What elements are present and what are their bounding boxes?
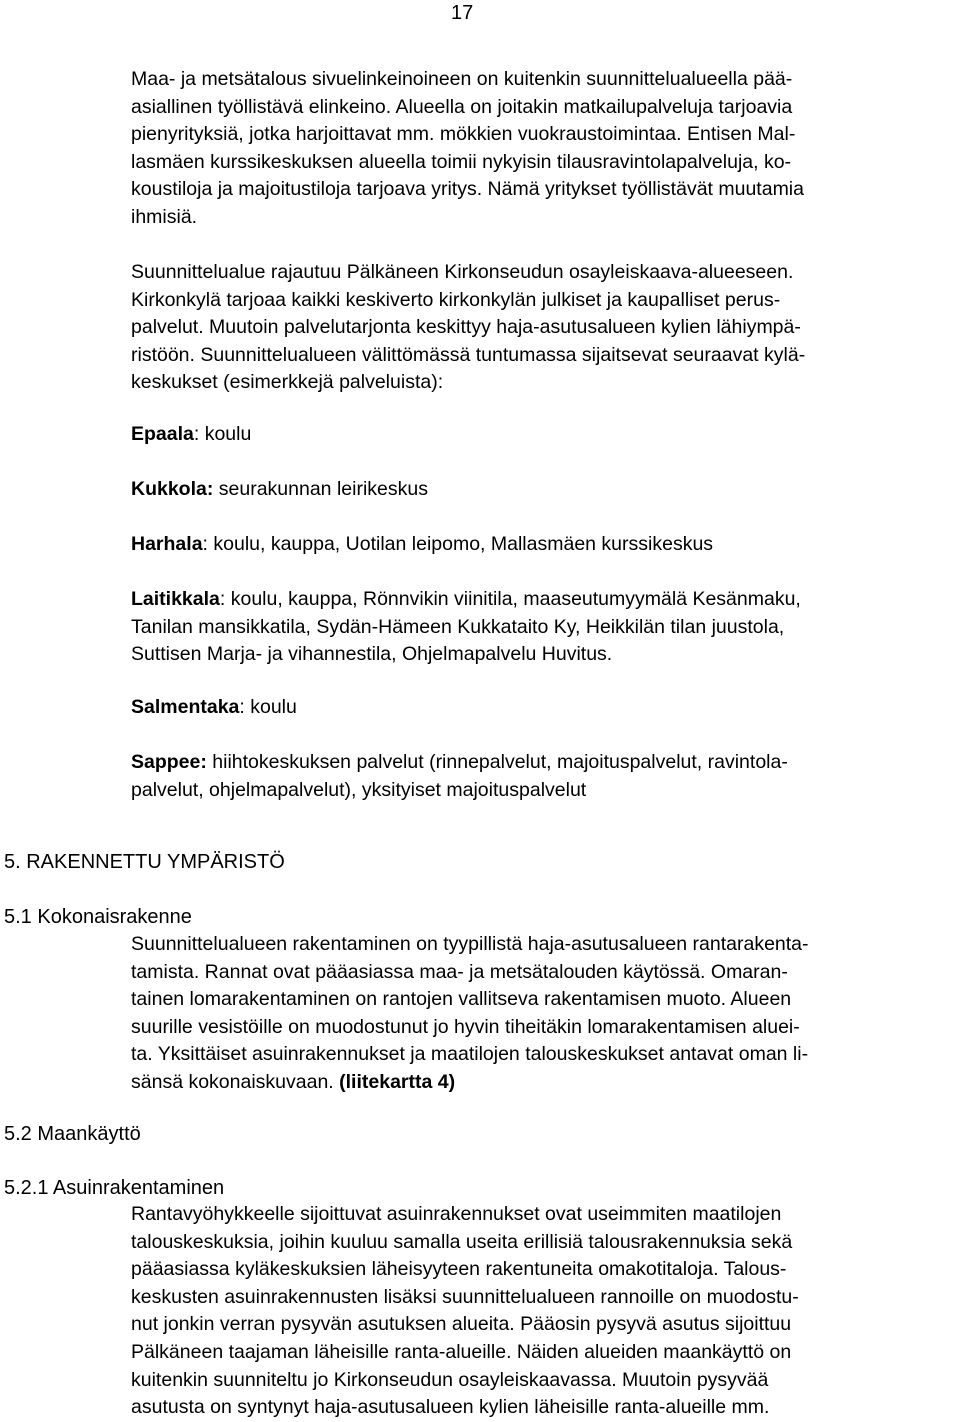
text-line: lasmäen kurssikeskuksen alueella toimii nykyisin tilausravintolapalveluja, ko- [131,150,792,173]
subsection-heading: 5.2.1 Asuinrakentaminen [4,1177,225,1199]
subsection-heading: 5.1 Kokonaisrakenne [4,906,192,928]
section-heading: 5. RAKENNETTU YMPÄRISTÖ [4,851,285,873]
village-name: Salmentaka [131,696,240,718]
text-line: ristöön. Suunnittelualueen välittömässä tuntumassa sijaitsevat seuraavat kylä- [131,343,806,366]
village-sappee [131,749,951,804]
text-line: suurille vesistöille on muodostunut jo hyvin tiheitäkin lomarakentamisen aluei- [131,1015,800,1038]
text-line: nut jonkin verran pysyvän asutuksen alueita. Pääosin pysyvä asutus sijoittuu [131,1313,792,1336]
text-line: tamista. Rannat ovat pääasiassa maa- ja metsätalouden käytössä. Omaran- [131,960,788,983]
village-services: seurakunnan leirikeskus [213,478,428,500]
map-reference: (liitekartta 4) [339,1070,456,1093]
village-harhala [131,531,951,559]
village-name: Kukkola: [131,478,214,500]
village-name: Harhala [131,533,203,555]
services-paragraph [131,259,951,397]
text-line: Rantavyöhykkeelle sijoittuvat asuinrakennukset ovat useimmiten maatilojen [131,1203,782,1225]
text-line: ihmisiä. [131,205,198,228]
text-line: Suunnittelualue rajautuu Pälkäneen Kirkonseudun osayleiskaava-alueeseen. [131,261,794,283]
village-laitikkala [131,586,951,669]
text-line: Suunnittelualueen rakentaminen on tyypillistä haja-asutusalueen rantarakenta- [131,933,809,955]
subsection-heading: 5.2 Maankäyttö [4,1123,141,1145]
text-line: tainen lomarakentaminen on rantojen vallitseva rakentamisen muoto. Alueen [131,988,792,1011]
text-line: Suttisen Marja- ja vihannestila, Ohjelmapalvelu Huvitus. [131,643,613,666]
text-line: pääasiassa kyläkeskuksien läheisyyteen rakentuneita omakotitaloja. Talous- [131,1258,787,1281]
village-salmentaka [131,694,951,722]
text-line: keskusten asuinrakennusten lisäksi suunnittelualueen rannoille on muodostu- [131,1285,799,1308]
intro-paragraph [131,66,951,232]
village-name: Laitikkala [131,588,220,610]
village-name: Sappee: [131,751,207,773]
page-number: 17 [451,2,474,24]
text-line: talouskeskuksia, joihin kuuluu samalla useita erillisiä talousrakennuksia sekä [131,1230,793,1253]
text-line: Pälkäneen taajaman läheisille ranta-alueille. Näiden alueiden maankäyttö on [131,1340,792,1363]
village-services: hiihtokeskuksen palvelut (rinnepalvelut, majoituspalvelut, ravintola- [206,751,788,773]
text-line: ta. Yksittäiset asuinrakennukset ja maatilojen talouskeskukset antavat oman li- [131,1043,809,1066]
village-kukkola [131,476,951,504]
text-line: kuitenkin suunniteltu jo Kirkonseudun osayleiskaavassa. Muutoin pysyvää [131,1368,769,1391]
text-line: sänsä kokonaiskuvaan. [131,1070,340,1093]
text-line: keskukset (esimerkkejä palveluista): [131,371,444,394]
text-line: Kirkonkylä tarjoaa kaikki keskiverto kirkonkylän julkiset ja kaupalliset perus- [131,288,781,311]
village-services: : koulu [239,696,297,718]
village-services: : koulu [193,423,252,445]
text-line: pienyrityksiä, jotka harjoittavat mm. mökkien vuokraustoimintaa. Entisen Mal- [131,123,796,146]
village-services: : koulu, kauppa, Uotilan leipomo, Mallasmäen kurssikeskus [202,533,714,555]
text-line: Tanilan mansikkatila, Sydän-Hämeen Kukkataito Ky, Heikkilän tilan juustola, [131,615,785,638]
village-name: Epaala [131,423,194,445]
section-5-1-paragraph [131,931,951,1097]
village-epaala [131,421,951,449]
text-line: asiallinen työllistävä elinkeino. Alueella on joitakin matkailupalveluja tarjoavia [131,95,793,118]
section-5-2-1-paragraph [131,1201,951,1422]
village-services: : koulu, kauppa, Rönnvikin viinitila, maaseutumyymälä Kesänmaku, [219,588,801,610]
text-line: koustiloja ja majoitustiloja tarjoava yritys. Nämä yritykset työllistävät muutamia [131,178,804,201]
text-line: palvelut. Muutoin palvelutarjonta keskittyy haja-asutusalueen kylien lähiympä- [131,316,801,339]
text-line: asutusta on syntynyt haja-asutusalueen kylien läheisille ranta-alueille mm. [131,1396,770,1419]
text-line: palvelut, ohjelmapalvelut), yksityiset majoituspalvelut [131,778,587,801]
text-line: Maa- ja metsätalous sivuelinkeinoineen on kuitenkin suunnittelualueella pää- [131,68,793,90]
